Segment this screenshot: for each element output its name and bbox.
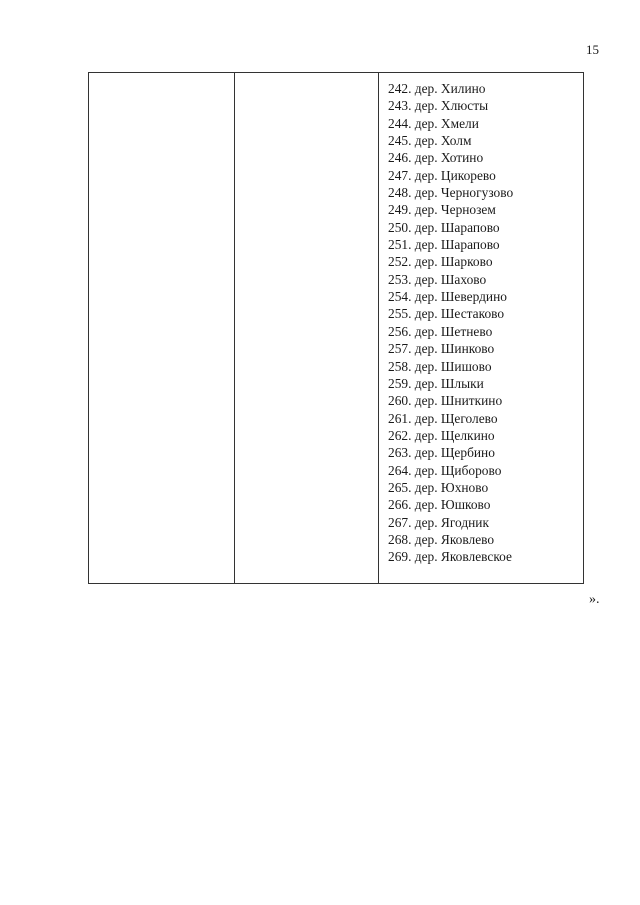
list-item: 243. дер. Хлюсты [388, 98, 489, 114]
list-item: 261. дер. Щеголево [388, 410, 498, 426]
list-item: 258. дер. Шишово [388, 358, 492, 374]
list-item: 245. дер. Холм [388, 133, 472, 149]
list-item: 267. дер. Ягодник [388, 514, 489, 530]
list-item: 252. дер. Шарково [388, 254, 493, 270]
list-item: 250. дер. Шарапово [388, 219, 500, 235]
page-number: 15 [586, 42, 599, 57]
closing-quote-mark: ». [589, 592, 600, 607]
list-item: 257. дер. Шинково [388, 341, 495, 357]
list-item: 256. дер. Шетнево [388, 323, 493, 339]
list-item: 251. дер. Шарапово [388, 237, 500, 253]
list-item: 254. дер. Шевердино [388, 289, 507, 305]
list-item: 248. дер. Черногузово [388, 185, 514, 201]
settlement-list [388, 80, 583, 566]
table-column-settlements [379, 73, 583, 583]
table-column-1 [89, 73, 235, 583]
list-item: 242. дер. Хилино [388, 81, 486, 96]
list-item: 253. дер. Шахово [388, 271, 487, 287]
list-item: 259. дер. Шлыки [388, 375, 484, 391]
list-item: 244. дер. Хмели [388, 115, 479, 131]
list-item: 247. дер. Цикорево [388, 167, 496, 183]
list-item: 269. дер. Яковлевское [388, 549, 512, 565]
settlements-table [88, 72, 584, 584]
list-item: 266. дер. Юшково [388, 497, 491, 513]
list-item: 262. дер. Щелкино [388, 427, 495, 443]
list-item: 265. дер. Юхново [388, 479, 489, 495]
list-item: 249. дер. Чернозем [388, 202, 496, 218]
list-item: 246. дер. Хотино [388, 150, 484, 166]
list-item: 255. дер. Шестаково [388, 306, 505, 322]
list-item: 264. дер. Щиборово [388, 462, 502, 478]
list-item: 263. дер. Щербино [388, 445, 495, 461]
list-item: 268. дер. Яковлево [388, 531, 495, 547]
list-item: 260. дер. Шниткино [388, 393, 503, 409]
table-column-2 [235, 73, 379, 583]
